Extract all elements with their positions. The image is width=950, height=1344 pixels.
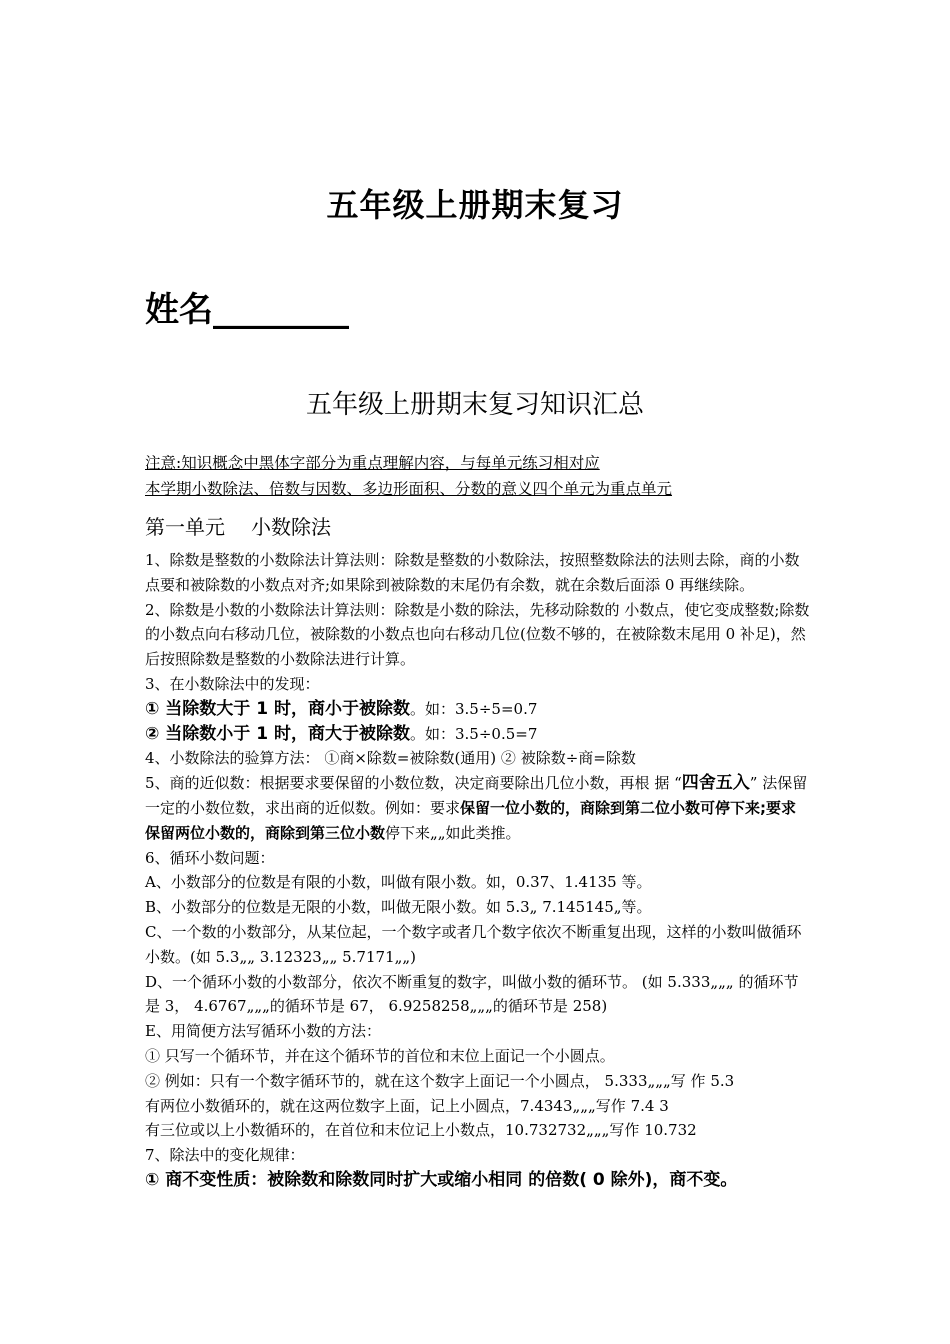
p5-text-e: 停下来„„如此类推。: [385, 823, 521, 842]
unit-prefix: 第一单元: [145, 515, 225, 539]
p5-text-c: ” 法保留一定的小数位数，求出商的近似数。例如：要求: [145, 774, 808, 817]
paragraph-b: B、小数部分的位数是无限的小数，叫做无限小数。如 5.3„ 7.145145„等。: [145, 898, 652, 917]
paragraph-a: A、小数部分的位数是有限的小数，叫做有限小数。如，0.37、1.4135 等。: [145, 873, 652, 892]
paragraph-e1: ① 只写一个循环节，并在这个循环节的首位和末位上面记一个小圆点。: [145, 1046, 615, 1065]
paragraph-c: C、一个数的小数部分，从某位起，一个数字或者几个数字依次不断重复出现，这样的小数叫做循环小数。(如 5.3„„ 3.12323„„ 5.7171„„): [145, 922, 802, 966]
paragraph-e4: 有三位或以上小数循环的，在首位和末位记上小数点，10.732732„„„写作 10.732: [145, 1121, 697, 1140]
p5-bold-rule: 保留一位小数的，商除到第二位小数可停下来;要求保留两位小数的，商除到第三位小数: [145, 798, 797, 842]
p5-text-a: 5、商的近似数：根据要求要保留的小数位数，决定商要除出几位小数，再根 据 “: [145, 774, 682, 793]
paragraph-3: 3、在小数除法中的发现：: [145, 674, 320, 693]
paragraph-6: 6、循环小数问题：: [145, 848, 275, 867]
note-line-2: 本学期小数除法、倍数与因数、多边形面积、分数的意义四个单元为重点单元: [145, 480, 673, 498]
page-title: 五年级上册期末复习: [326, 186, 624, 224]
paragraph-1: 1、除数是整数的小数除法计算法则：除数是整数的小数除法，按照整数除法的法则去除，商的小数点要和被除数的小数点对齐;如果除到被除数的末尾仍有余数，就在余数后面添 0 再继续除。: [145, 551, 800, 594]
paragraph-e3: 有两位小数循环的，就在这两位数字上面，记上小圆点，7.4343„„„写作 7.4 3: [145, 1096, 669, 1115]
paragraph-4: 4、小数除法的验算方法： ①商×除数=被除数(通用) ② 被除数÷商=除数: [145, 749, 636, 768]
note-line-1: 注意:知识概念中黑体字部分为重点理解内容，与每单元练习相对应: [145, 454, 600, 472]
paragraph-3a: [145, 697, 810, 722]
p5-bold-term: 四舍五入: [681, 773, 750, 794]
paragraph-e: E、用简便方法写循环小数的方法：: [145, 1022, 381, 1041]
rule-3a-bold: ① 当除数大于 1 时，商小于被除数: [145, 698, 410, 719]
page-subtitle: 五年级上册期末复习知识汇总: [305, 390, 644, 420]
unit-heading: [145, 511, 331, 540]
paragraph-7: 7、除法中的变化规律：: [145, 1146, 305, 1165]
paragraph-e2: ② 例如：只有一个数字循环节的，就在这个数字上面记一个小圆点， 5.333„„„写 作 5.3: [145, 1071, 735, 1090]
paragraph-5: [145, 771, 810, 845]
name-field-label: 姓名________: [145, 290, 349, 330]
paragraph-7a: ① 商不变性质：被除数和除数同时扩大或缩小相同 的倍数( 0 除外)，商不变。: [145, 1169, 738, 1190]
paragraph-2: 2、除数是小数的小数除法计算法则：除数是小数的除法，先移动除数的 小数点，使它变成整数;除数的小数点向右移动几位，被除数的小数点也向右移动几位(位数不够的，在被除数末尾用 0 补足)，然后按照除数是整数的小数除法进行计算。: [145, 600, 810, 669]
rule-3b-example: 。如：3.5÷0.5=7: [409, 724, 538, 743]
unit-name: 小数除法: [251, 515, 331, 539]
paragraph-3b: [145, 722, 810, 747]
content-body: [145, 548, 810, 1193]
rule-3b-bold: ② 当除数小于 1 时，商大于被除数: [145, 723, 410, 744]
rule-3a-example: 。如：3.5÷5=0.7: [409, 699, 538, 718]
paragraph-d: D、一个循环小数的小数部分，依次不断重复的数字，叫做小数的循环节。 (如 5.333„„„ 的循环节是 3， 4.6767„„„的循环节是 67， 6.9258258„„„的循环节是 258): [145, 972, 799, 1016]
